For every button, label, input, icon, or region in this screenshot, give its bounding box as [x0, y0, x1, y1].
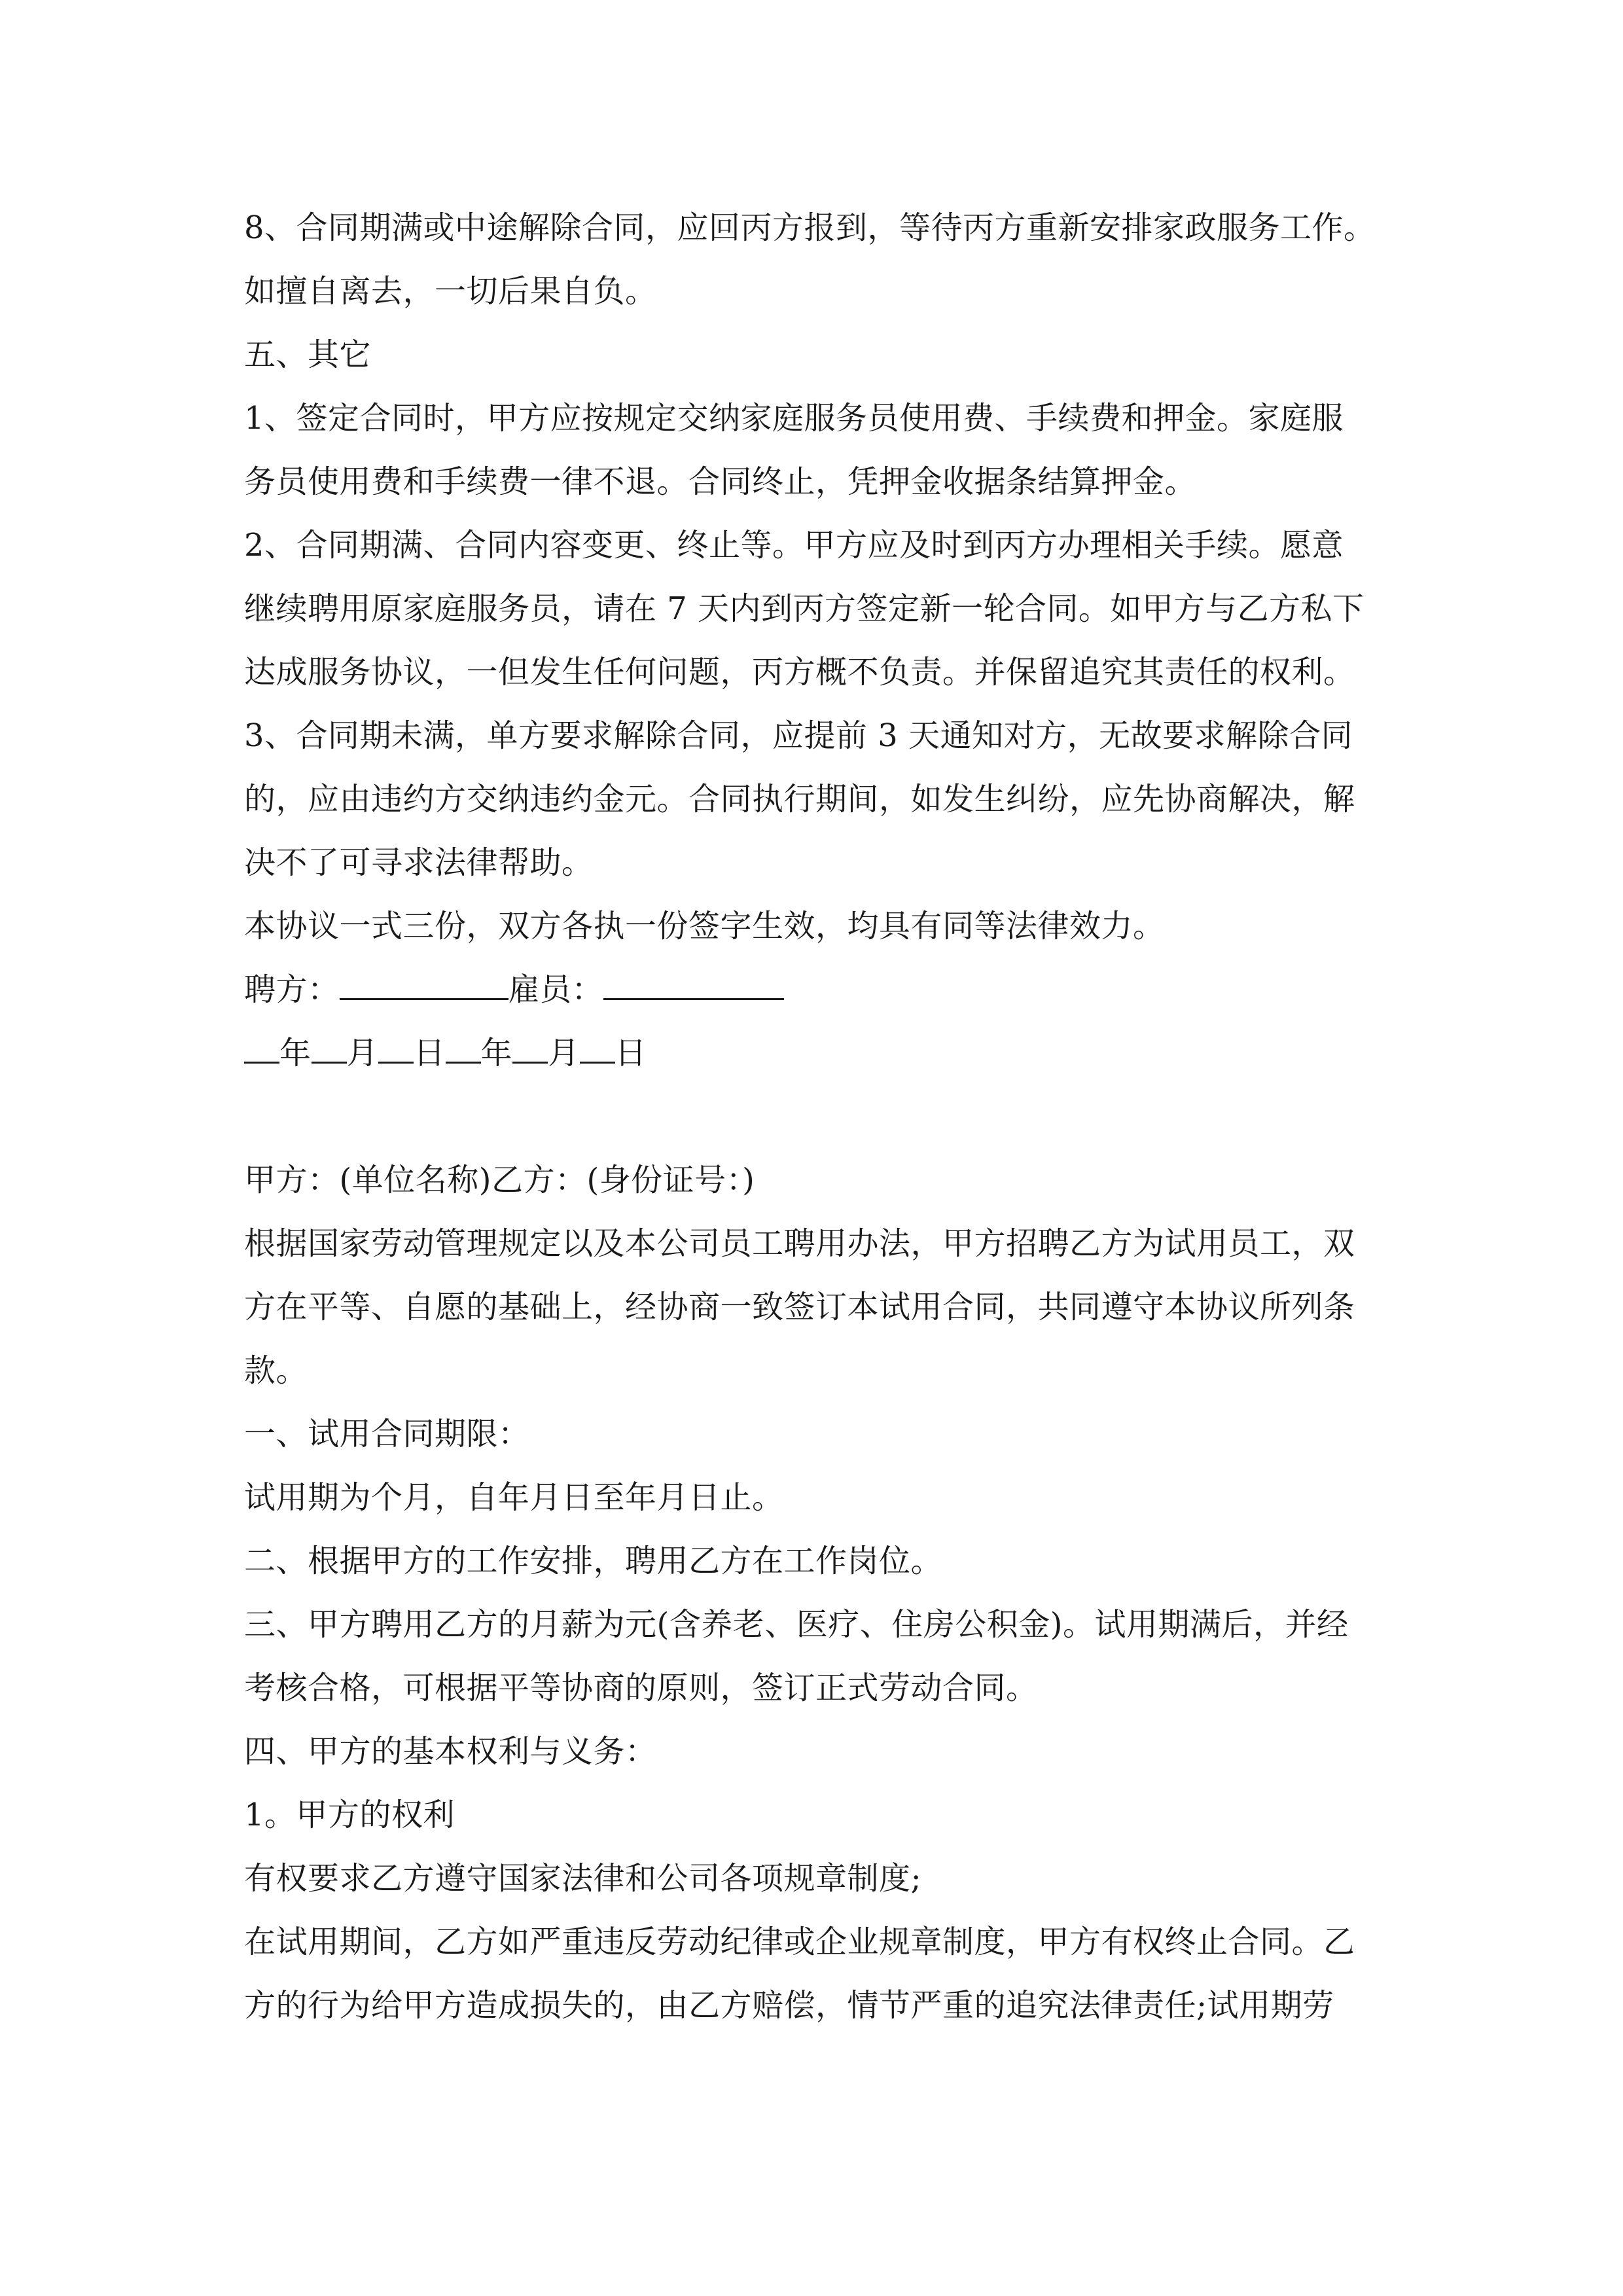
- day-label: 日: [615, 1035, 647, 1071]
- year-label: 年: [279, 1035, 312, 1071]
- text-line: 的，应由违约方交纳违约金元。合同执行期间，如发生纠纷，应先协商解决，解: [244, 781, 1355, 817]
- text-line: 本协议一式三份，双方各执一份签字生效，均具有同等法律效力。: [244, 908, 1165, 944]
- section-heading: 二、根据甲方的工作安排，聘用乙方在工作岗位。: [244, 1543, 943, 1579]
- text-line: 决不了可寻求法律帮助。: [244, 844, 594, 881]
- employee-label: 雇员：: [508, 971, 604, 1008]
- employer-signature-blank: [340, 972, 508, 1000]
- day-label: 日: [414, 1035, 446, 1071]
- date-row: [244, 1022, 1396, 1085]
- text-line: 继续聘用原家庭服务员，请在 7 天内到丙方签定新一轮合同。如甲方与乙方私下: [244, 590, 1364, 627]
- month-label: 月: [548, 1035, 580, 1071]
- text-line: 8、合同期满或中途解除合同，应回丙方报到，等待丙方重新安排家政服务工作。: [244, 209, 1376, 246]
- day-blank: [580, 1035, 615, 1064]
- employer-label: 聘方：: [244, 971, 340, 1008]
- text-line: 如擅自离去，一切后果自负。: [244, 273, 657, 310]
- text-line: 方的行为给甲方造成损失的，由乙方赔偿，情节严重的追究法律责任;试用期劳: [244, 1987, 1334, 2024]
- section-heading: 一、试用合同期限：: [244, 1416, 530, 1452]
- section-heading: 五、其它: [244, 336, 372, 373]
- year-blank: [446, 1035, 481, 1064]
- text-line: 3、合同期未满，单方要求解除合同，应提前 3 天通知对方，无故要求解除合同: [244, 717, 1353, 754]
- text-line: 考核合格，可根据平等协商的原则，签订正式劳动合同。: [244, 1670, 1038, 1706]
- employee-signature-blank: [603, 972, 784, 1000]
- text-line: 款。: [244, 1352, 308, 1389]
- document-body: [244, 196, 1396, 2037]
- text-line: 达成服务协议，一但发生任何问题，丙方概不负责。并保留追究其责任的权利。: [244, 654, 1355, 691]
- text-line: 试用期为个月，自年月日至年月日止。: [244, 1479, 784, 1516]
- text-line: 1、签定合同时，甲方应按规定交纳家庭服务员使用费、手续费和押金。家庭服: [244, 400, 1344, 437]
- month-blank: [312, 1035, 347, 1064]
- signature-row: [244, 958, 1396, 1022]
- party-line: 甲方：(单位名称)乙方：(身份证号：): [244, 1162, 755, 1198]
- paragraph-gap: [244, 1085, 1396, 1149]
- text-line: 方在平等、自愿的基础上，经协商一致签订本试用合同，共同遵守本协议所列条: [244, 1289, 1355, 1325]
- text-line: 三、甲方聘用乙方的月薪为元(含养老、医疗、住房公积金)。试用期满后，并经: [244, 1606, 1349, 1643]
- text-line: 务员使用费和手续费一律不退。合同终止，凭押金收据条结算押金。: [244, 463, 1197, 500]
- subsection-heading: 1。甲方的权利: [244, 1797, 455, 1833]
- text-line: 2、合同期满、合同内容变更、终止等。甲方应及时到丙方办理相关手续。愿意: [244, 527, 1344, 564]
- day-blank: [378, 1035, 414, 1064]
- year-blank: [244, 1035, 279, 1064]
- text-line: 在试用期间，乙方如严重违反劳动纪律或企业规章制度，甲方有权终止合同。乙: [244, 1924, 1355, 1960]
- month-label: 月: [346, 1035, 379, 1071]
- text-line: 根据国家劳动管理规定以及本公司员工聘用办法，甲方招聘乙方为试用员工，双: [244, 1225, 1355, 1262]
- year-label: 年: [480, 1035, 513, 1071]
- text-line: 有权要求乙方遵守国家法律和公司各项规章制度;: [244, 1860, 922, 1897]
- month-blank: [512, 1035, 548, 1064]
- section-heading: 四、甲方的基本权利与义务：: [244, 1733, 657, 1770]
